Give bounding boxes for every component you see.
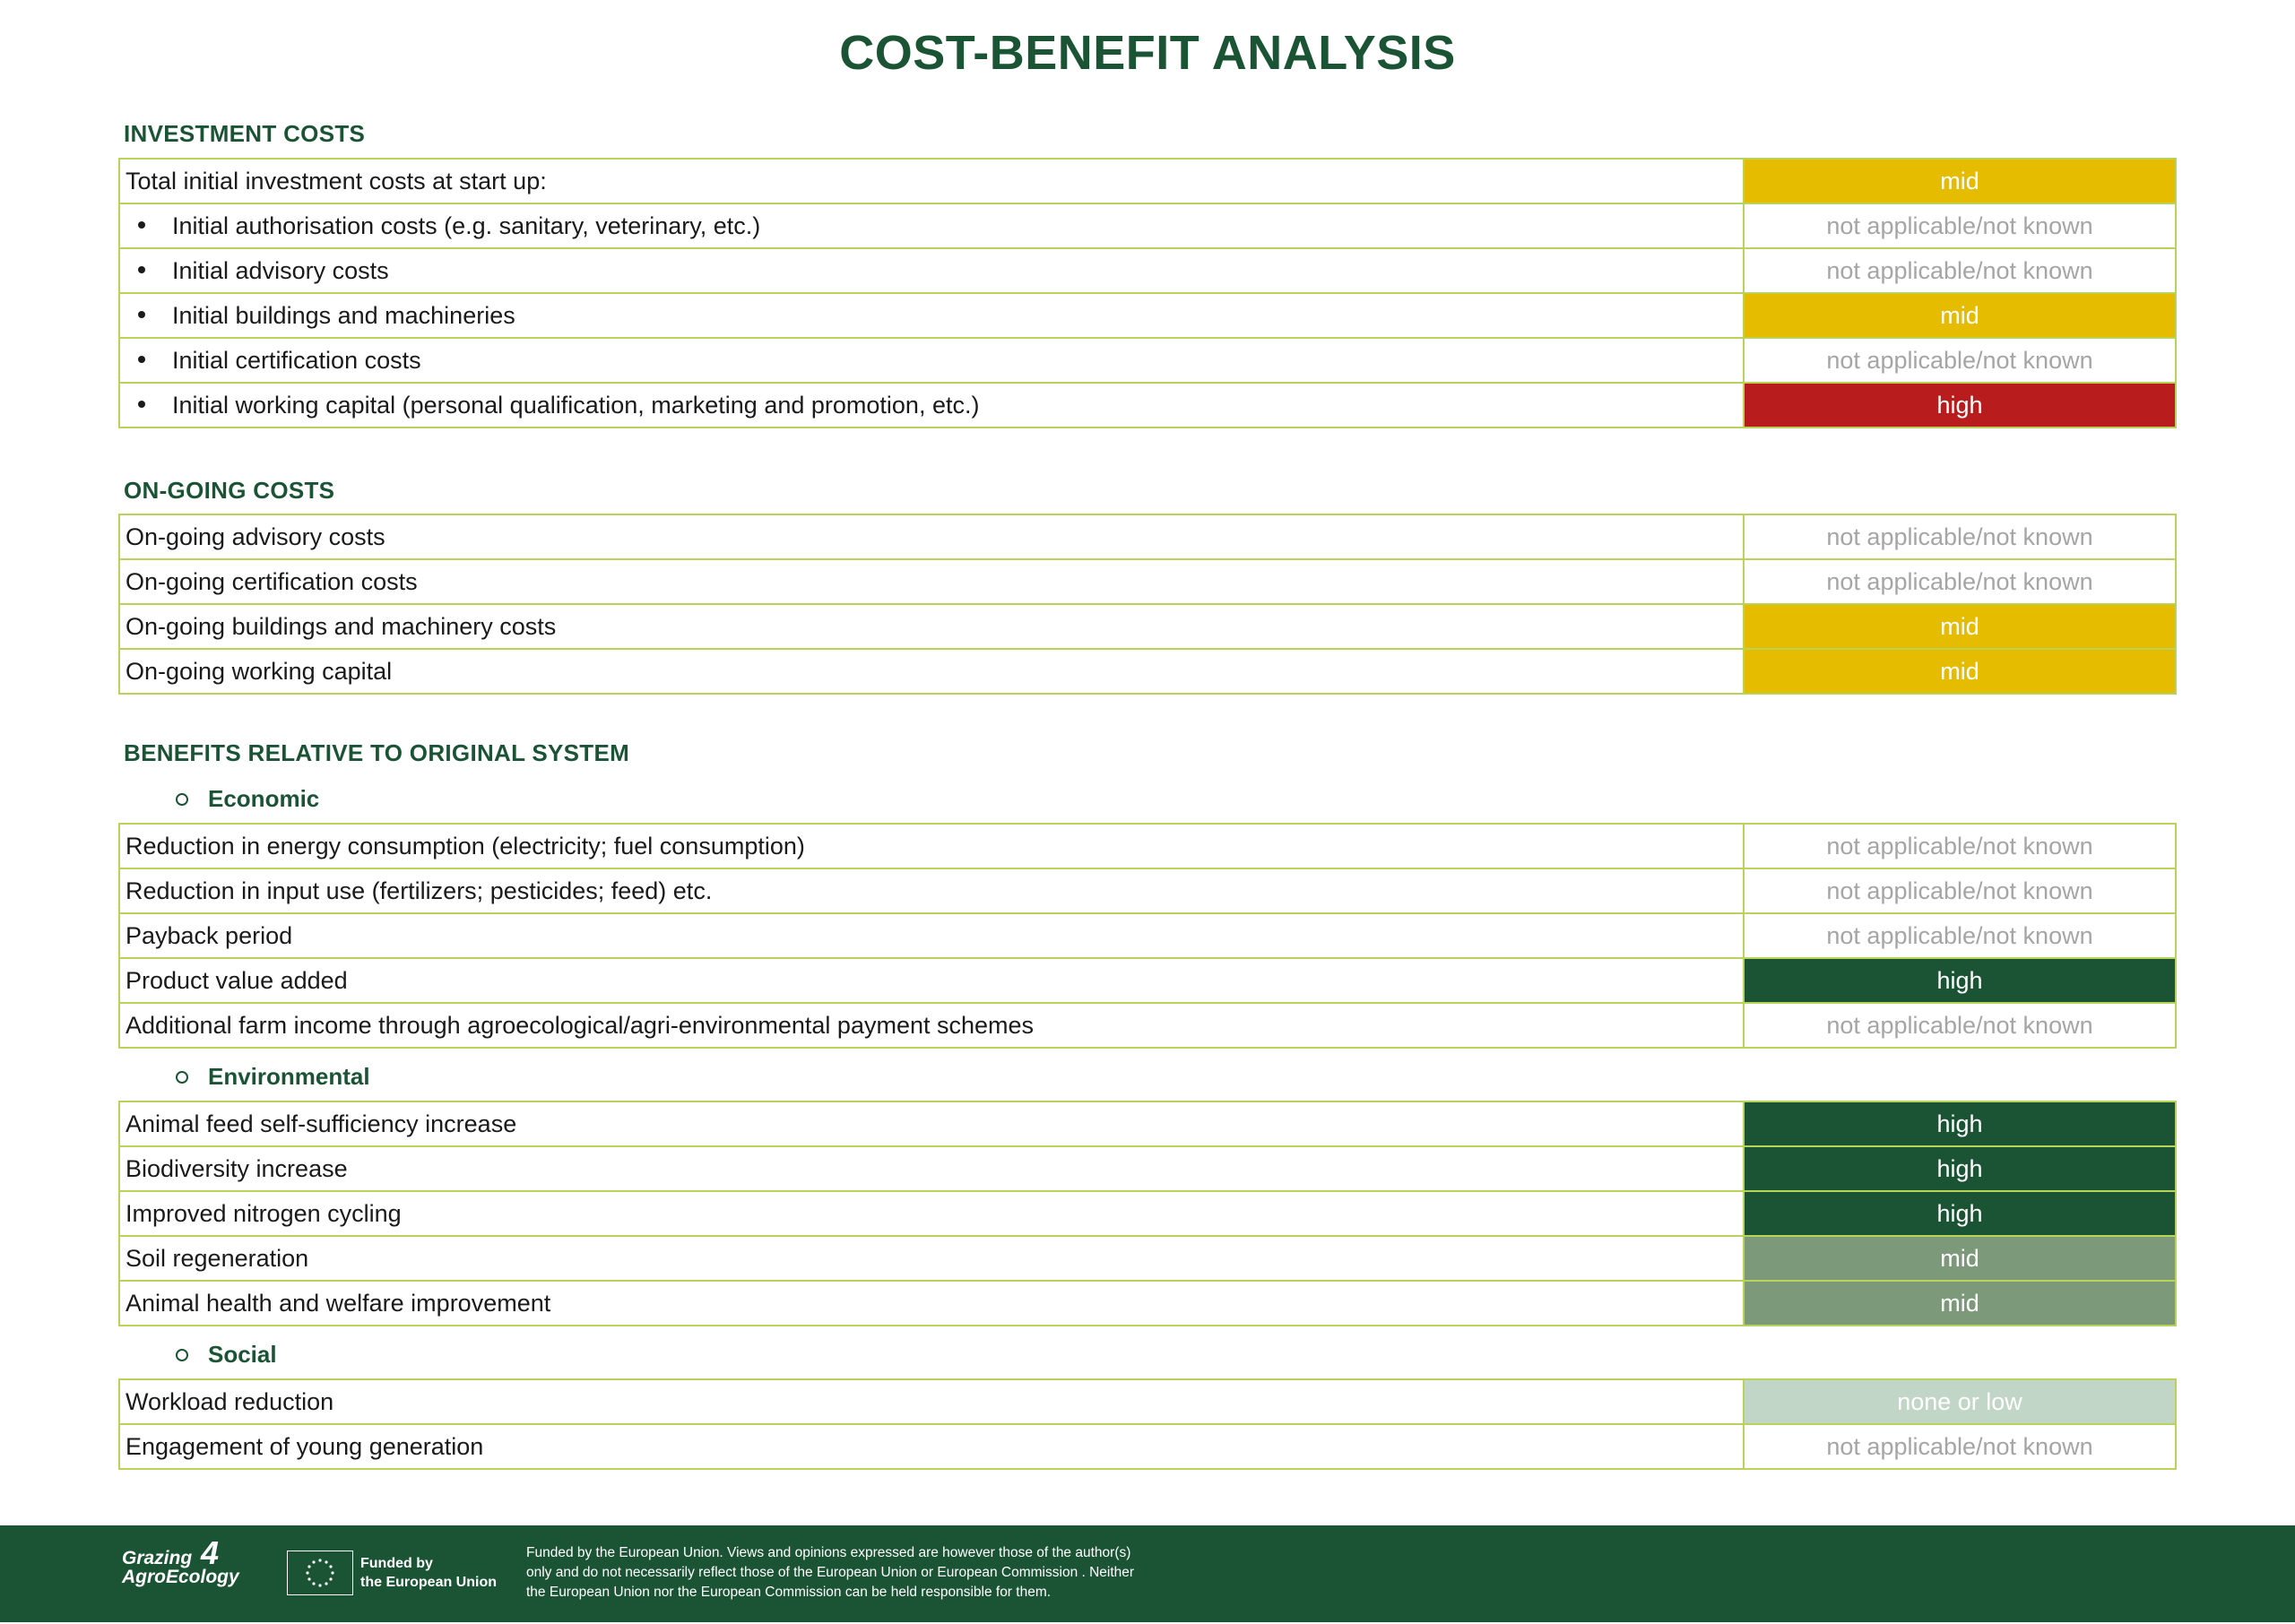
table-row (119, 159, 2176, 203)
social-benefits-table (118, 1378, 2177, 1470)
table-row (119, 559, 2176, 604)
row-label: Initial certification costs (172, 346, 421, 374)
row-label: Biodiversity increase (119, 1146, 1744, 1191)
rating-cell: mid (1744, 1236, 2176, 1281)
rating-cell: high (1744, 383, 2176, 428)
eu-funding-line: the European Union (360, 1575, 497, 1590)
row-label-cell (119, 383, 1744, 428)
rating-cell: not applicable/not known (1744, 868, 2176, 913)
rating-cell: high (1744, 1146, 2176, 1191)
row-label: Animal feed self-sufficiency increase (119, 1101, 1744, 1146)
table-row (119, 913, 2176, 958)
table-row (119, 1236, 2176, 1281)
table-row (119, 248, 2176, 293)
row-label: Workload reduction (119, 1379, 1744, 1424)
table-row (119, 1146, 2176, 1191)
ongoing-costs-table (118, 514, 2177, 695)
table-row (119, 1191, 2176, 1236)
row-label-cell (119, 203, 1744, 248)
circle-bullet-icon (176, 1071, 188, 1084)
row-label: On-going certification costs (119, 559, 1744, 604)
row-label: Initial authorisation costs (e.g. sanitary, veterinary, etc.) (172, 212, 761, 239)
rating-cell: mid (1744, 649, 2176, 694)
page-title: COST-BENEFIT ANALYSIS (839, 26, 1456, 80)
table-row (119, 824, 2176, 868)
table-row (119, 604, 2176, 649)
row-label: Soil regeneration (119, 1236, 1744, 1281)
table-row (119, 1003, 2176, 1048)
table-row (119, 1379, 2176, 1424)
bullet-icon (138, 311, 145, 318)
social-subheading (176, 1341, 277, 1369)
rating-cell: high (1744, 1101, 2176, 1146)
row-label: Product value added (119, 958, 1744, 1003)
footer (0, 1525, 2295, 1622)
disclaimer-text (526, 1543, 1243, 1602)
eu-funding-line: Funded by (360, 1556, 433, 1571)
rating-cell: not applicable/not known (1744, 824, 2176, 868)
table-row (119, 1101, 2176, 1146)
environmental-subheading (176, 1063, 370, 1091)
row-label: Initial working capital (personal qualification, marketing and promotion, etc.) (172, 391, 980, 419)
rating-cell: high (1744, 1191, 2176, 1236)
investment-costs-table (118, 158, 2177, 428)
rating-cell: mid (1744, 1281, 2176, 1326)
row-label: Payback period (119, 913, 1744, 958)
subheading-label: Environmental (208, 1063, 370, 1090)
table-row (119, 514, 2176, 559)
benefits-heading: BENEFITS RELATIVE TO ORIGINAL SYSTEM (124, 739, 630, 766)
rating-cell: mid (1744, 604, 2176, 649)
rating-cell: high (1744, 958, 2176, 1003)
eu-funding-label (360, 1554, 497, 1592)
row-label: Improved nitrogen cycling (119, 1191, 1744, 1236)
disclaimer-line: Funded by the European Union. Views and opinions expressed are however those of the author(s) (526, 1545, 1131, 1560)
table-row (119, 203, 2176, 248)
grazing-agroecology-logo (122, 1534, 239, 1587)
table-row (119, 338, 2176, 383)
rating-cell: not applicable/not known (1744, 203, 2176, 248)
table-row (119, 649, 2176, 694)
table-row (119, 1281, 2176, 1326)
rating-cell: not applicable/not known (1744, 559, 2176, 604)
bullet-icon (138, 221, 145, 229)
row-label-cell (119, 293, 1744, 338)
eu-flag-icon (287, 1551, 353, 1595)
disclaimer-line: only and do not necessarily reflect those of the European Union or European Commission . Neither (526, 1565, 1135, 1580)
subheading-label: Social (208, 1341, 277, 1368)
row-label-cell (119, 338, 1744, 383)
rating-cell: mid (1744, 159, 2176, 203)
subheading-label: Economic (208, 785, 320, 812)
economic-subheading (176, 785, 319, 813)
rating-cell: not applicable/not known (1744, 338, 2176, 383)
table-row (119, 293, 2176, 338)
ongoing-costs-heading: ON-GOING COSTS (124, 477, 335, 504)
row-label: Engagement of young generation (119, 1424, 1744, 1469)
rating-cell: not applicable/not known (1744, 1424, 2176, 1469)
investment-costs-heading: INVESTMENT COSTS (124, 120, 366, 147)
bullet-icon (138, 266, 145, 273)
table-row (119, 868, 2176, 913)
rating-cell: mid (1744, 293, 2176, 338)
row-label: On-going buildings and machinery costs (119, 604, 1744, 649)
logo-text-line1: Grazing (122, 1548, 193, 1568)
row-label: Animal health and welfare improvement (119, 1281, 1744, 1326)
row-label: Initial advisory costs (172, 256, 389, 284)
row-label: Reduction in input use (fertilizers; pesticides; feed) etc. (119, 868, 1744, 913)
logo-number: 4 (201, 1534, 220, 1571)
rating-cell: not applicable/not known (1744, 514, 2176, 559)
row-label: On-going working capital (119, 649, 1744, 694)
circle-bullet-icon (176, 793, 188, 806)
economic-benefits-table (118, 823, 2177, 1049)
rating-cell: not applicable/not known (1744, 913, 2176, 958)
rating-cell: none or low (1744, 1379, 2176, 1424)
rating-cell: not applicable/not known (1744, 1003, 2176, 1048)
table-row (119, 1424, 2176, 1469)
row-label: Reduction in energy consumption (electricity; fuel consumption) (119, 824, 1744, 868)
rating-cell: not applicable/not known (1744, 248, 2176, 293)
bullet-icon (138, 401, 145, 408)
row-label: On-going advisory costs (119, 514, 1744, 559)
circle-bullet-icon (176, 1349, 188, 1361)
environmental-benefits-table (118, 1101, 2177, 1326)
table-row (119, 958, 2176, 1003)
row-label-cell (119, 248, 1744, 293)
bullet-icon (138, 356, 145, 363)
row-label: Initial buildings and machineries (172, 301, 515, 329)
row-label: Total initial investment costs at start up: (119, 159, 1744, 203)
row-label: Additional farm income through agroecological/agri-environmental payment schemes (119, 1003, 1744, 1048)
disclaimer-line: the European Union nor the European Commission can be held responsible for them. (526, 1585, 1052, 1600)
logo-text-line2: AgroEcology (122, 1567, 239, 1587)
table-row (119, 383, 2176, 428)
